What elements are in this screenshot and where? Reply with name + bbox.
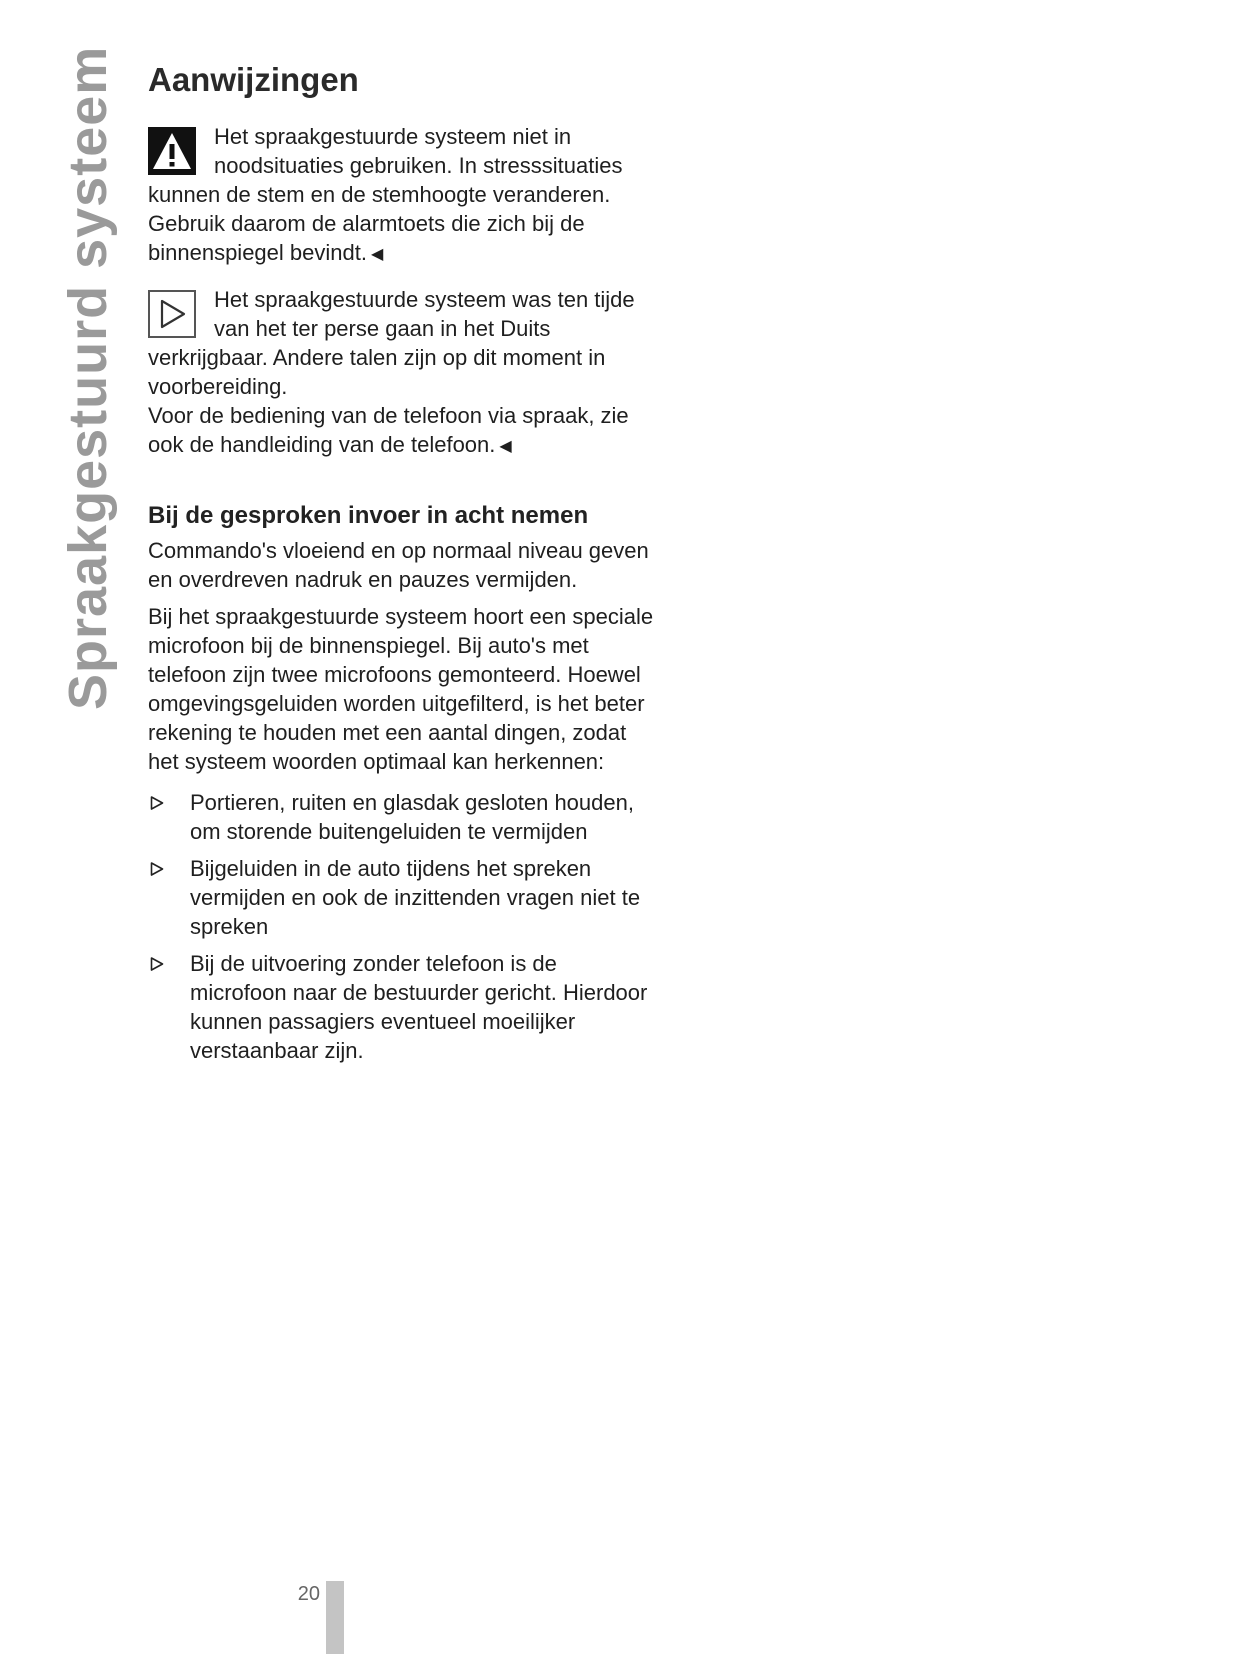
triangle-bullet-icon — [150, 957, 164, 971]
warning-note — [148, 122, 658, 269]
info-note-text-1: Het spraakgestuurde systeem was ten tijde van het ter perse gaan in het Duits verkrijgbaar. Andere talen zijn op dit moment in voorbereiding. — [148, 287, 635, 399]
subsection-title: Bij de gesproken invoer in acht nemen — [148, 502, 589, 529]
list-item-text: Portieren, ruiten en glasdak gesloten houden, om storende buitengeluiden te vermijden — [190, 790, 634, 844]
end-mark-icon: ◀ — [370, 246, 384, 263]
triangle-bullet-icon — [150, 862, 164, 876]
side-title: Spraakgestuurd systeem — [58, 45, 118, 710]
bullet-list — [148, 788, 658, 1065]
warning-note-text: Het spraakgestuurde systeem niet in noodsituaties gebruiken. In stresssituaties kunnen de stem en de stemhoogte veranderen. Gebruik daarom de alarmtoets die zich bij de binnenspiegel bevindt. — [148, 124, 623, 265]
section-title: Aanwijzingen — [148, 61, 359, 98]
subsection-paragraph-1: Commando's vloeiend en op normaal niveau geven en overdreven nadruk en pauzes vermijden. — [148, 538, 649, 592]
list-item — [148, 949, 658, 1065]
warning-icon — [148, 127, 196, 175]
end-mark-icon: ◀ — [499, 438, 512, 455]
page-content — [148, 58, 658, 1073]
page-number: 20 — [297, 1583, 320, 1605]
info-note — [148, 285, 658, 461]
list-item-text: Bijgeluiden in de auto tijdens het spreken vermijden en ook de inzittenden vragen niet te spreken — [190, 856, 641, 939]
triangle-bullet-icon — [150, 796, 164, 810]
info-note-text-2: Voor de bediening van de telefoon via spraak, zie ook de handleiding van de telefoon. — [148, 403, 629, 457]
subsection-paragraph-2: Bij het spraakgestuurde systeem hoort een speciale microfoon bij de binnenspiegel. Bij auto's met telefoon zijn twee microfoons gemonteerd. Hoewel omgevingsgeluiden worden uitgefilterd, is het beter rekening te houden met een aantal dingen, zodat het systeem woorden optimaal kan herkennen: — [148, 604, 654, 774]
note-icon — [148, 290, 196, 338]
list-item — [148, 854, 658, 941]
list-item-text: Bij de uitvoering zonder telefoon is de microfoon naar de bestuurder gericht. Hierdoor kunnen passagiers eventueel moeilijker verstaanbaar zijn. — [190, 951, 648, 1063]
page-marker-bar — [326, 1581, 344, 1654]
list-item — [148, 788, 658, 846]
